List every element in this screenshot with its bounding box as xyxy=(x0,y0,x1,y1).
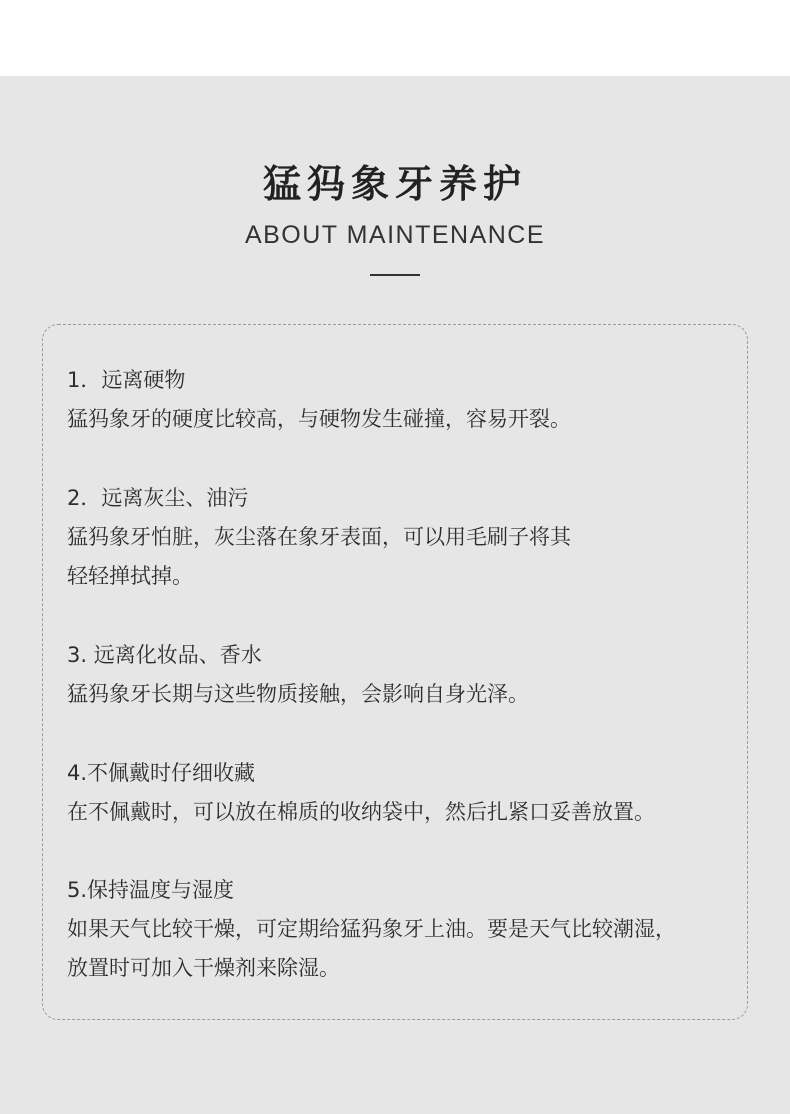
maintenance-card xyxy=(42,324,748,1020)
section-text: 猛犸象牙的硬度比较高，与硬物发生碰撞，容易开裂。 xyxy=(67,407,571,431)
page-subtitle: ABOUT MAINTENANCE xyxy=(244,221,546,249)
title-divider xyxy=(370,274,420,276)
section-text: 如果天气比较干燥，可定期给猛犸象牙上油。要是天气比较潮湿， xyxy=(67,917,676,941)
section-hard-objects xyxy=(67,361,747,439)
section-heading: 1．远离硬物 xyxy=(67,368,186,392)
page-title: 猛犸象牙养护 xyxy=(262,161,527,206)
section-heading: 2．远离灰尘、油污 xyxy=(67,486,249,510)
section-cosmetics xyxy=(67,636,747,714)
top-white-band xyxy=(0,0,790,76)
section-heading: 3. 远离化妆品、香水 xyxy=(67,643,262,667)
section-text: 在不佩戴时，可以放在棉质的收纳袋中，然后扎紧口妥善放置。 xyxy=(67,800,655,824)
section-temperature-humidity xyxy=(67,871,747,988)
section-heading: 4.不佩戴时仔细收藏 xyxy=(67,761,256,785)
section-heading: 5.保持温度与湿度 xyxy=(67,878,235,902)
section-text: 猛犸象牙长期与这些物质接触，会影响自身光泽。 xyxy=(67,682,529,706)
section-dust-oil xyxy=(67,479,747,596)
main-panel xyxy=(0,76,790,1114)
section-storage xyxy=(67,754,747,832)
section-text: 放置时可加入干燥剂来除湿。 xyxy=(67,956,340,980)
section-text: 猛犸象牙怕脏，灰尘落在象牙表面，可以用毛刷子将其 xyxy=(67,525,571,549)
section-text: 轻轻掸拭掉。 xyxy=(67,564,193,588)
